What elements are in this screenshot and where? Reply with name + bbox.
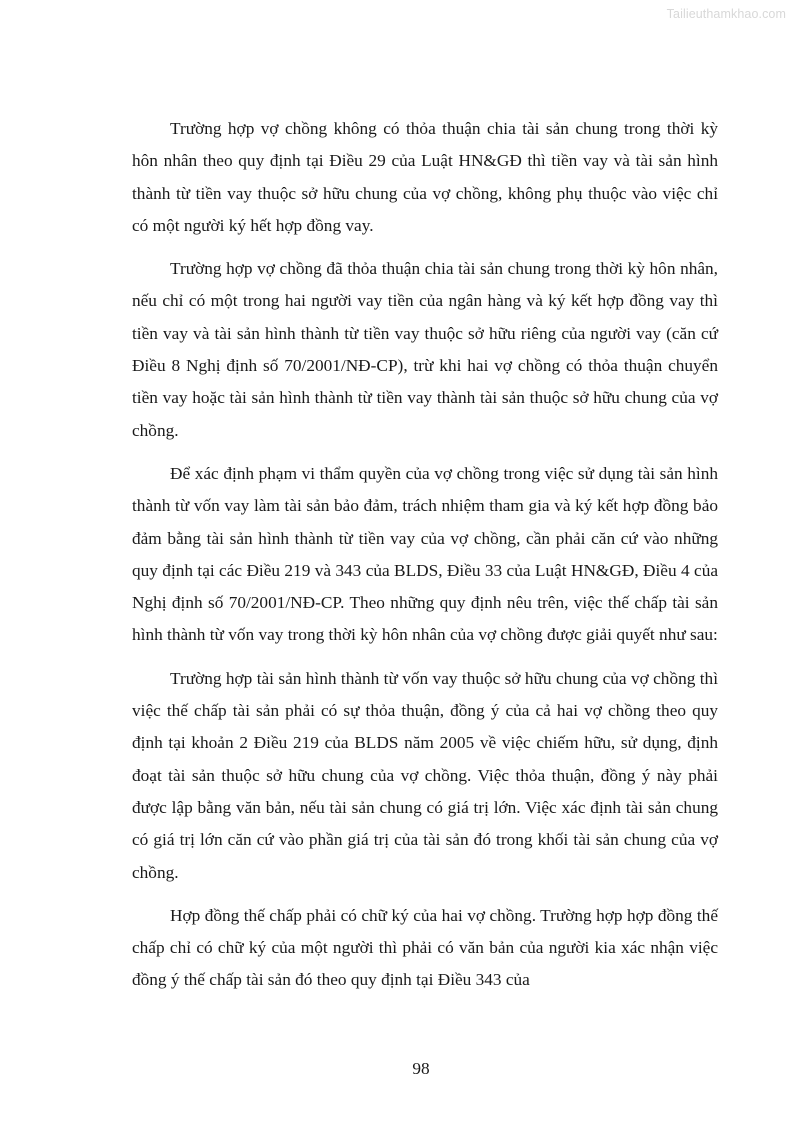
watermark-text: Tailieuthamkhao.com: [666, 7, 786, 21]
paragraph-4: Trường hợp tài sản hình thành từ vốn vay thuộc sở hữu chung của vợ chồng thì việc thế chấp tài sản phải có sự thỏa thuận, đồng ý của cả hai vợ chồng theo quy định tại khoản 2 Điều 219 của BLDS năm 2005 về việc chiếm hữu, sử dụng, định đoạt tài sản thuộc sở hữu chung của vợ chồng. Việc thỏa thuận, đồng ý này phải được lập bằng văn bản, nếu tài sản chung có giá trị lớn. Việc xác định tài sản chung có giá trị lớn căn cứ vào phần giá trị của tài sản đó trong khối tài sản chung của vợ chồng.: [132, 668, 718, 882]
page-number: 98: [412, 1059, 430, 1078]
paragraph-3: Để xác định phạm vi thẩm quyền của vợ chồng trong việc sử dụng tài sản hình thành từ vốn vay làm tài sản bảo đảm, trách nhiệm tham gia và ký kết hợp đồng bảo đảm bằng tài sản hình thành từ tiền vay của vợ chồng, cần phải căn cứ vào những quy định tại các Điều 219 và 343 của BLDS, Điều 33 của Luật HN&GĐ, Điều 4 của Nghị định số 70/2001/NĐ-CP. Theo những quy định nêu trên, việc thế chấp tài sản hình thành từ vốn vay trong thời kỳ hôn nhân của vợ chồng được giải quyết như sau:: [132, 463, 718, 645]
document-body: [132, 113, 718, 997]
paragraph-5: Hợp đồng thế chấp phải có chữ ký của hai vợ chồng. Trường hợp hợp đồng thế chấp chỉ có chữ ký của một người thì phải có văn bản của người kia xác nhận việc đồng ý thế chấp tài sản đó theo quy định tại Điều 343 của: [132, 905, 718, 990]
paragraph-2: Trường hợp vợ chồng đã thỏa thuận chia tài sản chung trong thời kỳ hôn nhân, nếu chỉ có một trong hai người vay tiền của ngân hàng và ký kết hợp đồng vay thì tiền vay và tài sản hình thành từ tiền vay thuộc sở hữu riêng của người vay (căn cứ Điều 8 Nghị định số 70/2001/NĐ-CP), trừ khi hai vợ chồng có thỏa thuận chuyển tiền vay hoặc tài sản hình thành từ tiền vay thành tài sản thuộc sở hữu chung của vợ chồng.: [132, 259, 718, 440]
paragraph-1: Trường hợp vợ chồng không có thỏa thuận chia tài sản chung trong thời kỳ hôn nhân theo quy định tại Điều 29 của Luật HN&GĐ thì tiền vay và tài sản hình thành từ tiền vay thuộc sở hữu chung của vợ chồng, không phụ thuộc vào việc chỉ có một người ký hết hợp đồng vay.: [132, 119, 718, 235]
